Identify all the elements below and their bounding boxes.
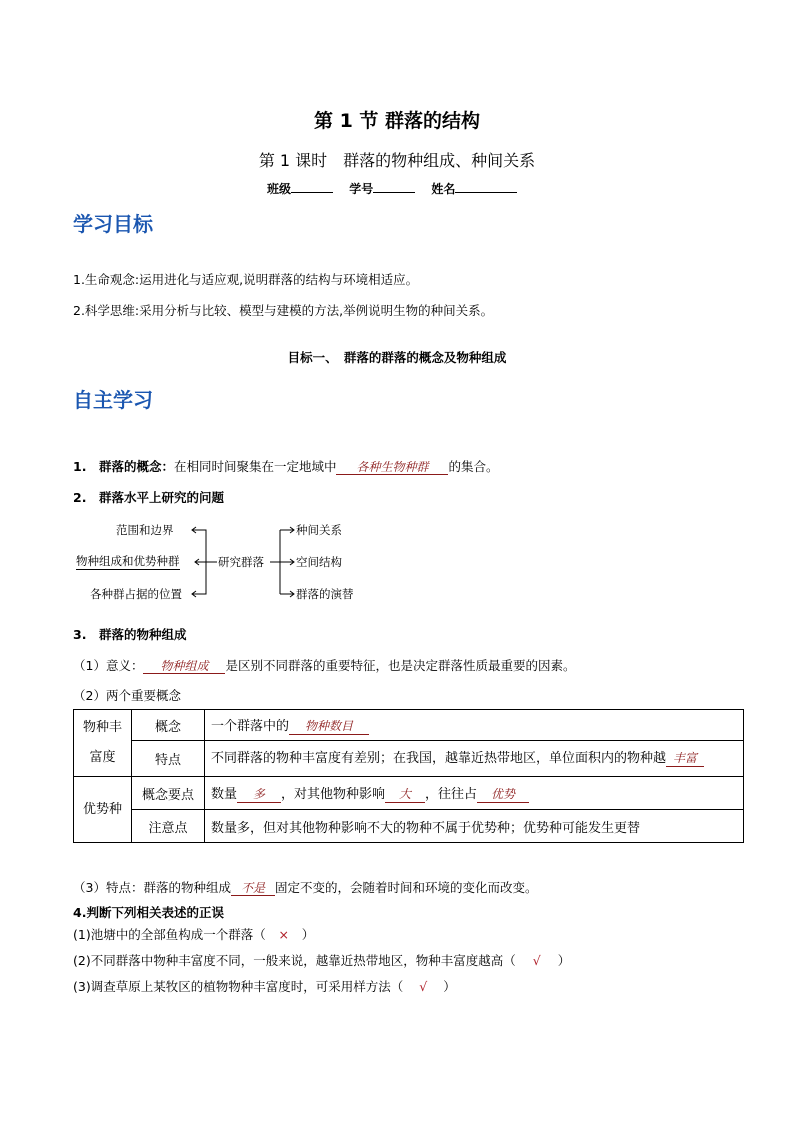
answer-3-1: 物种组成 <box>160 659 209 673</box>
self-study-heading: 自主学习 <box>73 388 153 412</box>
table-row <box>74 741 744 777</box>
number-label: 学号 <box>349 182 374 196</box>
judge-mark-1: × <box>278 927 289 942</box>
feature-answer: 丰富 <box>673 750 698 765</box>
table-row <box>74 810 744 843</box>
page-subtitle: 第 1 课时 群落的物种组成、种间关系 <box>258 151 536 170</box>
concept-label-cell: 概念 <box>132 710 205 741</box>
key-answer-2: 大 <box>399 787 412 801</box>
diagram-right-2: 空间结构 <box>296 555 342 569</box>
table-row <box>74 777 744 810</box>
answer-3-3: 不是 <box>240 881 265 895</box>
number-blank[interactable] <box>373 180 415 193</box>
judge-item <box>73 951 570 969</box>
question-3-2-label: （2）两个重要概念 <box>73 688 181 703</box>
question-3-1-text: 是区别不同群落的重要特征，也是决定群落性质最重要的因素。 <box>225 658 576 673</box>
answer-blank-3-1[interactable] <box>143 659 225 674</box>
judge-item <box>73 925 314 943</box>
question-3-1-prefix: （1）意义： <box>73 658 144 673</box>
key-text-cell <box>205 777 744 810</box>
student-info-line <box>267 180 529 197</box>
concepts-table <box>73 709 744 843</box>
page-title: 第 1 节 群落的结构 <box>313 110 481 132</box>
judge-text-1: (1)池塘中的全部鱼构成一个群落（ <box>73 927 266 942</box>
judge-item <box>73 977 456 995</box>
question-1-tail: 的集合。 <box>448 459 499 474</box>
answer-blank-key-2[interactable] <box>385 787 425 803</box>
key-text-1: 数量 <box>211 787 238 802</box>
question-1-label: 1. 群落的概念： <box>73 459 174 474</box>
diagram-left-1: 范围和边界 <box>116 523 174 537</box>
feature-text: 不同群落的物种丰富度有差别；在我国，越靠近热带地区，单位面积内的物种越 <box>211 750 667 766</box>
objective-item-2: 2.科学思维:采用分析与比较、模型与建模的方法,举例说明生物的种间关系。 <box>73 303 494 318</box>
feature-label-cell: 特点 <box>132 741 205 777</box>
diagram-right-1: 种间关系 <box>296 523 342 537</box>
class-blank[interactable] <box>291 180 333 193</box>
key-label-cell: 概念要点 <box>132 777 205 810</box>
key-answer-3: 优势 <box>491 787 516 801</box>
answer-blank-feature[interactable] <box>666 751 704 767</box>
goal-heading: 目标一、 群落的群落的概念及物种组成 <box>287 350 507 365</box>
concept-answer: 物种数目 <box>305 719 354 733</box>
question-3-1 <box>73 656 575 674</box>
judge-end-1: ） <box>301 927 315 942</box>
note-label-cell: 注意点 <box>132 810 205 843</box>
question-1 <box>73 457 498 475</box>
name-blank[interactable] <box>455 180 517 193</box>
judge-mark-2: √ <box>532 953 541 968</box>
question-3-3-text: 固定不变的，会随着时间和环境的变化而改变。 <box>274 880 538 895</box>
feature-text-cell <box>205 741 744 777</box>
objectives-heading: 学习目标 <box>73 212 153 236</box>
judge-end-2: ） <box>557 953 571 968</box>
judge-mark-3: √ <box>419 979 428 994</box>
answer-blank-key-3[interactable] <box>477 787 529 803</box>
question-1-text: 在相同时间聚集在一定地域中 <box>173 459 337 474</box>
table-row <box>74 710 744 741</box>
diagram-brackets <box>190 520 300 610</box>
answer-blank-1[interactable] <box>336 460 448 475</box>
diagram-left-3: 各种群占据的位置 <box>90 587 182 601</box>
answer-1: 各种生物种群 <box>356 460 429 474</box>
question-4-label: 4.判断下列相关表述的正误 <box>73 905 224 920</box>
name-label: 姓名 <box>431 182 456 196</box>
answer-blank-3-3[interactable] <box>231 881 275 896</box>
objective-item-1: 1.生命观念:运用进化与适应观,说明群落的结构与环境相适应。 <box>73 272 419 287</box>
diagram-center: 研究群落 <box>218 555 264 569</box>
judge-end-3: ） <box>443 979 456 994</box>
key-text-2: ，对其他物种影响 <box>281 787 386 802</box>
judge-text-2: (2)不同群落中物种丰富度不同，一般来说，越靠近热带地区，物种丰富度越高（ <box>73 953 516 968</box>
question-3-3 <box>73 878 537 896</box>
concept-text-cell <box>205 710 744 741</box>
question-2-label: 2. 群落水平上研究的问题 <box>73 490 224 505</box>
richness-cell: 物种丰富度 <box>74 710 132 777</box>
diagram-right-3: 群落的演替 <box>296 587 354 601</box>
key-answer-1: 多 <box>253 787 266 801</box>
key-text-3: ，往往占 <box>425 787 478 802</box>
question-3-3-prefix: （3）特点：群落的物种组成 <box>73 880 231 895</box>
answer-blank-concept[interactable] <box>289 719 369 735</box>
note-text-cell: 数量多，但对其他物种影响不大的物种不属于优势种；优势种可能发生更替 <box>205 810 744 843</box>
answer-blank-key-1[interactable] <box>237 787 281 803</box>
concept-text: 一个群落中的 <box>211 719 290 734</box>
class-label: 班级 <box>267 182 292 196</box>
dominant-cell: 优势种 <box>74 777 132 843</box>
question-3-label: 3. 群落的物种组成 <box>73 627 187 642</box>
judge-text-3: (3)调查草原上某牧区的植物物种丰富度时，可采用样方法（ <box>73 979 404 994</box>
diagram-left-2: 物种组成和优势种群 <box>76 554 180 568</box>
